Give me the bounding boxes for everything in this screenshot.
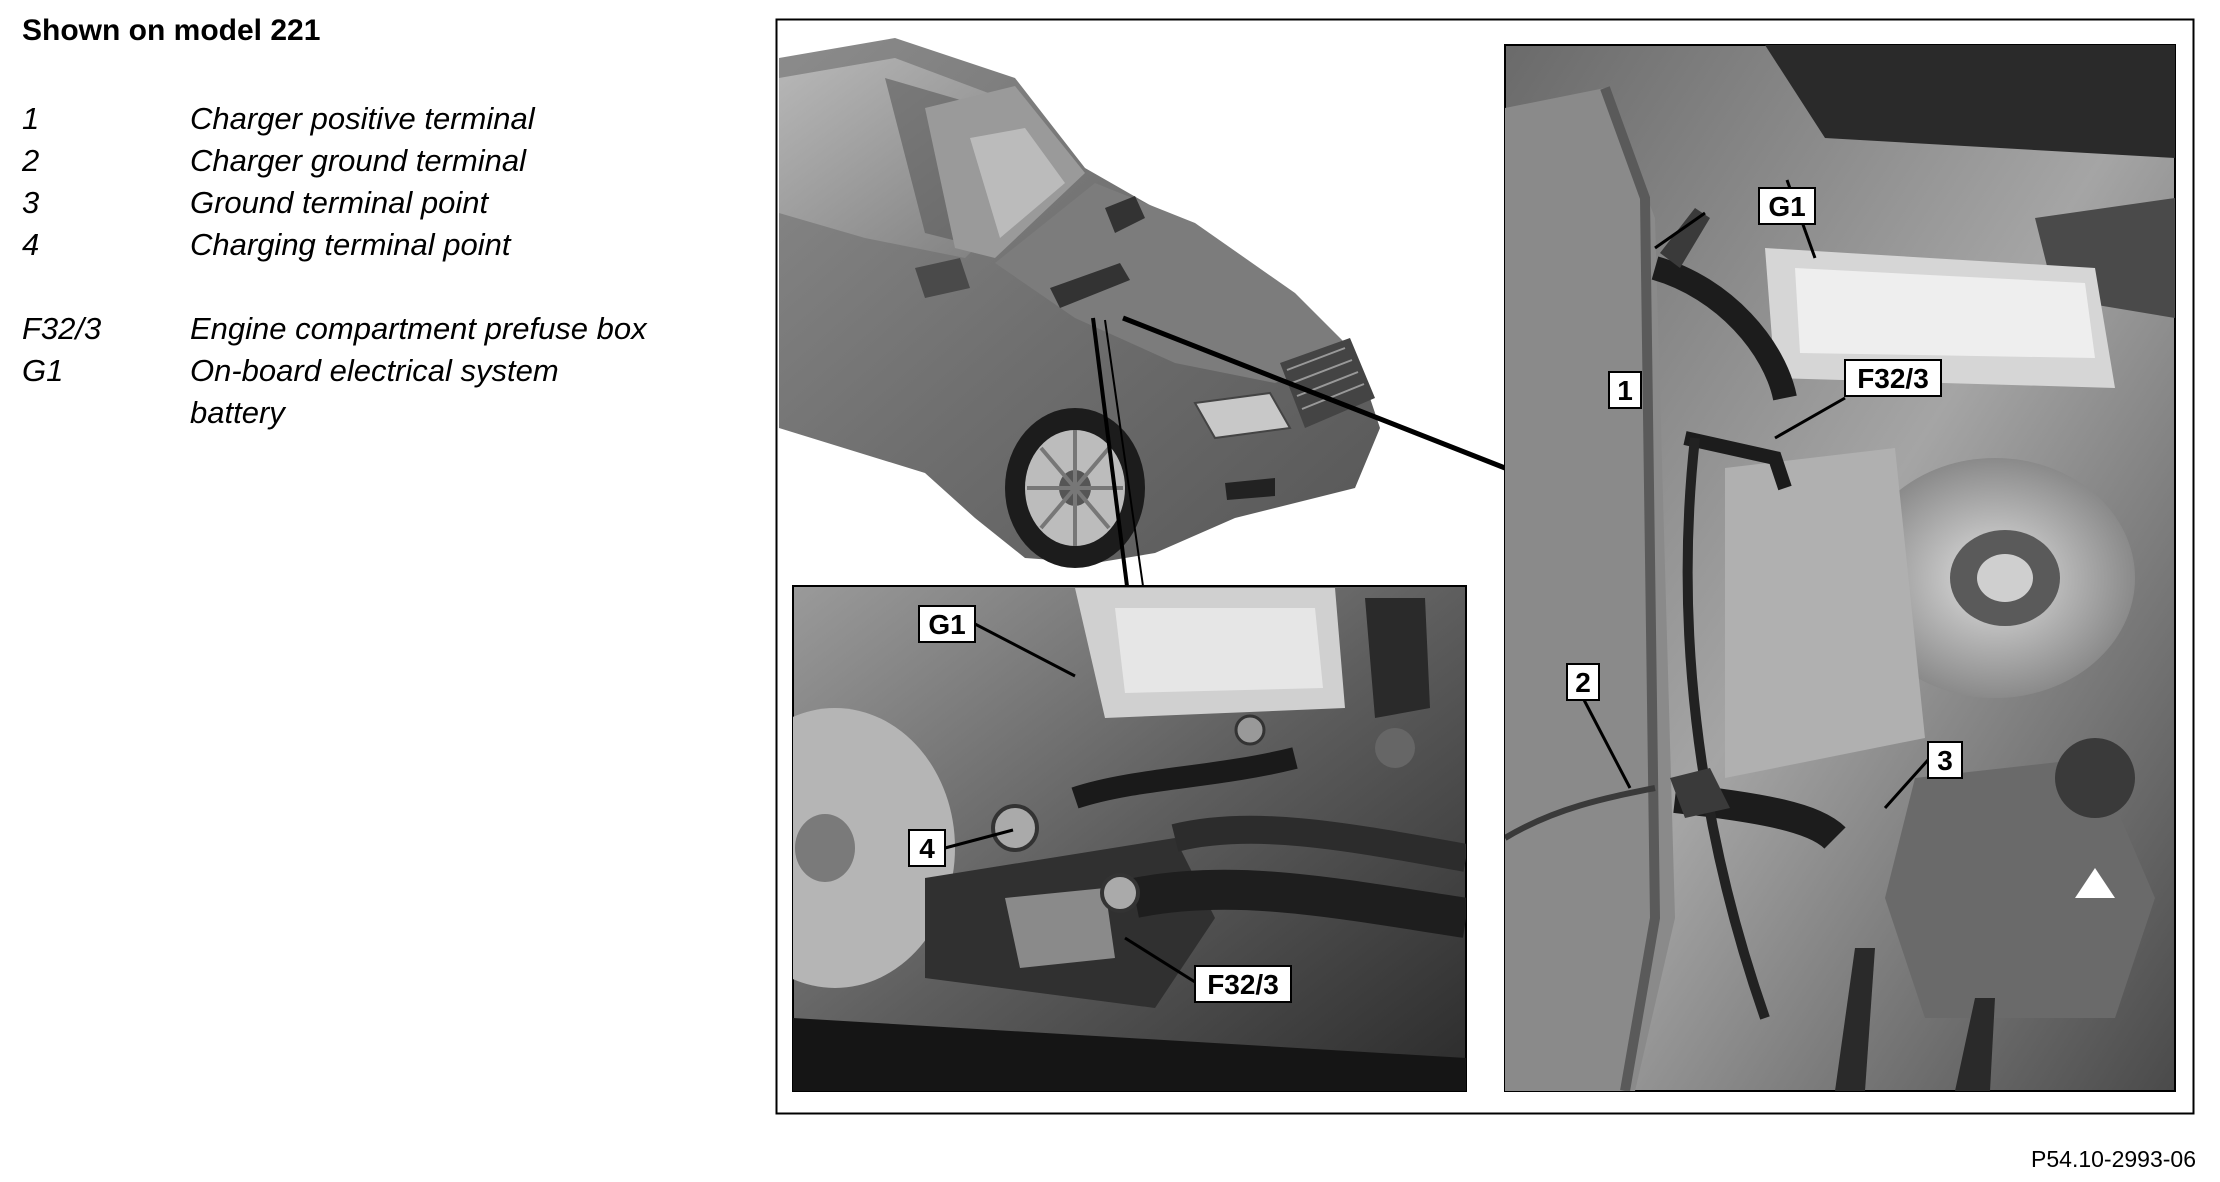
figure-reference-code: P54.10-2993-06 <box>2031 1146 2196 1172</box>
callout-left-g1: G1 <box>928 609 966 640</box>
legend-description: Charger ground terminal <box>190 143 527 178</box>
legend-item <box>22 140 722 182</box>
figure-illustration <box>775 18 2195 1115</box>
legend-item <box>22 308 722 350</box>
legend-key: F32/3 <box>22 311 102 346</box>
legend-description: On-board electrical system battery <box>190 353 559 430</box>
page-heading: Shown on model 221 <box>22 14 321 47</box>
inset-prefuse-box <box>775 586 1466 1091</box>
inset-engine-compartment <box>1505 45 2175 1091</box>
legend-list <box>22 98 722 434</box>
callout-left-f32: F32/3 <box>1207 969 1279 1000</box>
callout-right-1: 1 <box>1617 375 1633 406</box>
legend-key: 4 <box>22 227 40 262</box>
legend-key: 2 <box>22 143 40 178</box>
callout-right-f32: F32/3 <box>1857 363 1929 394</box>
legend-item <box>22 350 722 434</box>
legend-description: Ground terminal point <box>190 185 489 220</box>
legend-item <box>22 224 722 266</box>
legend-spacer <box>22 266 722 308</box>
legend-description: Charger positive terminal <box>190 101 535 136</box>
figure-frame <box>775 18 2195 1115</box>
callout-right-3: 3 <box>1937 745 1953 776</box>
legend-item <box>22 182 722 224</box>
legend-item <box>22 98 722 140</box>
legend-description: Engine compartment prefuse box <box>190 311 647 346</box>
legend-description: Charging terminal point <box>190 227 511 262</box>
callout-left-4: 4 <box>919 833 935 864</box>
legend-key: G1 <box>22 353 64 388</box>
callout-right-2: 2 <box>1575 667 1591 698</box>
legend-key: 1 <box>22 101 40 136</box>
callout-right-g1: G1 <box>1768 191 1806 222</box>
legend-key: 3 <box>22 185 40 220</box>
